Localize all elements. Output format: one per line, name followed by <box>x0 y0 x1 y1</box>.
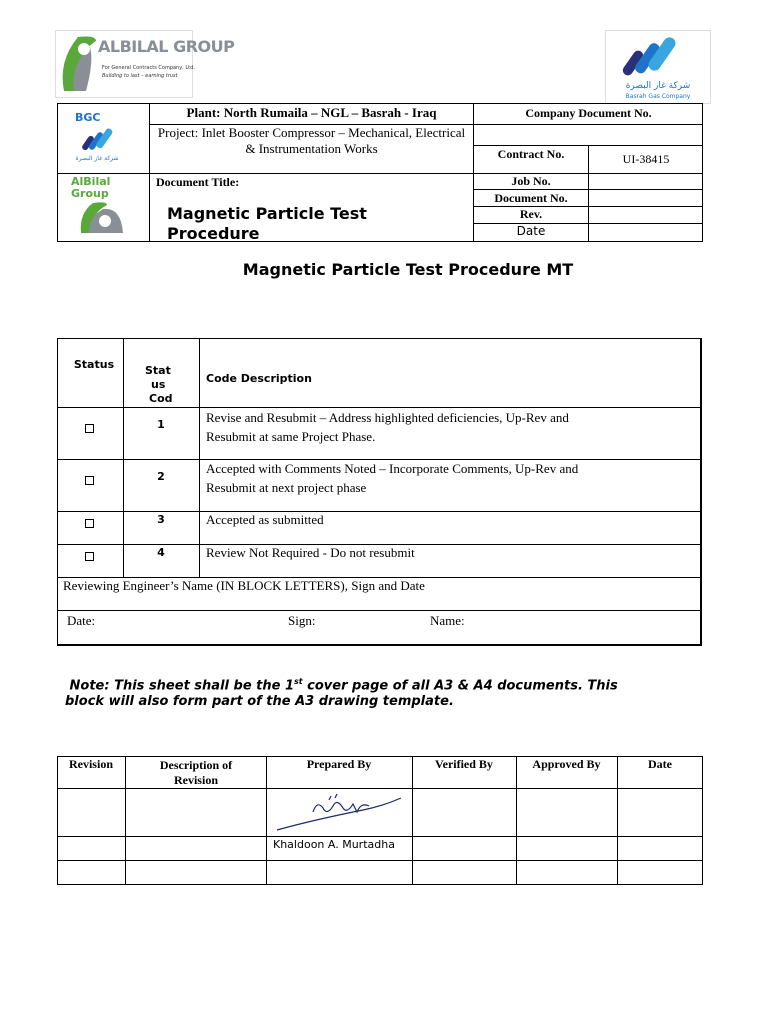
description-col-header: Description of Revision <box>159 758 233 787</box>
review-sign-label: Sign: <box>288 613 316 628</box>
bgc-logo-english: Basrah Gas Company <box>625 93 691 100</box>
review-name-label: Name: <box>430 613 465 628</box>
preparer-name: Khaldoon A. Murtadha <box>273 838 395 851</box>
status-table <box>57 338 702 645</box>
prepared-by-col-header: Prepared By <box>306 757 372 771</box>
status-code-col-header: Stat us Cod <box>145 364 173 405</box>
status-desc-3: Accepted as submitted <box>206 512 324 527</box>
bgc-logo-arabic: شركة غاز البصرة <box>625 81 691 91</box>
revision-col-header: Revision <box>68 757 113 771</box>
page-title: Magnetic Particle Test Procedure MT <box>242 260 574 279</box>
contract-no-value: UI-38415 <box>622 152 670 166</box>
revision-table <box>57 756 703 886</box>
header-block <box>57 103 703 242</box>
small-albilal-mark <box>77 201 127 235</box>
reviewer-label: Reviewing Engineer’s Name (IN BLOCK LETTERS), Sign and Date <box>63 578 425 593</box>
document-no-label: Document No. <box>494 191 568 205</box>
status-desc-1: Revise and Resubmit – Address highlighted deficiencies, Up-Rev and Resubmit at same Project Phase. <box>206 410 569 444</box>
status-desc-4: Review Not Required - Do not resubmit <box>206 545 415 560</box>
status-checkbox-1[interactable] <box>85 420 94 438</box>
status-code-3: 3 <box>157 513 165 526</box>
rev-label: Rev. <box>519 207 543 221</box>
approved-by-col-header: Approved By <box>532 757 601 771</box>
plant-label: Plant: North Rumaila – NGL – Basrah - Iraq <box>186 105 437 120</box>
preparer-signature <box>273 790 405 834</box>
job-no-label: Job No. <box>511 174 551 188</box>
date-label: Date <box>516 224 546 238</box>
verified-by-col-header: Verified By <box>435 757 493 771</box>
small-bgc-logo-text: BGC <box>75 111 101 124</box>
status-code-1: 1 <box>157 418 165 431</box>
bgc-logo <box>605 30 711 104</box>
doc-title-value: Magnetic Particle Test Procedure <box>167 204 367 243</box>
review-date-label: Date: <box>67 613 96 628</box>
project-label: Project: Inlet Booster Compressor – Mechanical, Electrical & Instrumentation Works <box>157 125 466 156</box>
status-checkbox-4[interactable] <box>85 548 94 566</box>
code-description-col-header: Code Description <box>206 372 312 385</box>
status-code-4: 4 <box>157 546 165 559</box>
status-checkbox-2[interactable] <box>85 472 94 490</box>
small-albilal-line2: Group <box>71 187 109 200</box>
albilal-logo-sub1: For General Contracts Company, Ltd. <box>102 65 195 71</box>
status-col-header: Status <box>73 358 115 371</box>
small-bgc-arabic: شركة غاز البصرة <box>75 155 119 162</box>
albilal-logo-text: ALBILAL GROUP <box>98 37 235 56</box>
date-col-header: Date <box>648 757 672 771</box>
small-albilal-line1: AlBilal <box>71 175 111 188</box>
contract-no-label: Contract No. <box>497 147 565 161</box>
status-desc-2: Accepted with Comments Noted – Incorporate Comments, Up-Rev and Resubmit at next project phase <box>206 461 579 495</box>
cover-note: Note: This sheet shall be the 1st cover page of all A3 & A4 documents. This block will also form part of the A3 drawing template. <box>65 677 618 710</box>
small-bgc-logo-mark <box>77 125 117 155</box>
status-code-2: 2 <box>157 470 165 483</box>
bgc-logo-mark <box>606 31 710 81</box>
albilal-logo <box>55 30 235 98</box>
status-checkbox-3[interactable] <box>85 515 94 533</box>
company-doc-no-label: Company Document No. <box>525 106 652 120</box>
doc-title-label: Document Title: <box>156 175 240 189</box>
albilal-logo-sub2: Building to last – earning trust <box>102 73 178 79</box>
